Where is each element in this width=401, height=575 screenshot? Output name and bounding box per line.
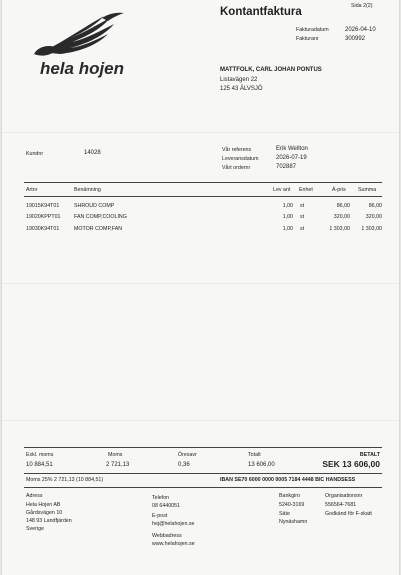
row-sum: 86,00 [368,203,382,209]
email-label: E-post [152,513,168,519]
totals-bottom-rule [24,473,382,474]
delivery-date: 2026-07-19 [276,155,307,161]
org-number-label: Organisationsnr [325,493,363,499]
totals-top-rule [24,447,382,448]
row-artnr: 19015K94T01 [26,203,60,209]
document-title: Kontantfaktura [220,6,302,18]
footer-rule [24,487,382,488]
row-artnr: 19020KPPT01 [26,214,61,220]
row-name: MOTOR COMP,FAN [74,226,123,232]
delivery-date-label: Leveransdatum [222,156,259,162]
excl-vat-amount: 10 884,51 [26,462,53,468]
order-number: 702887 [276,164,297,170]
row-sum: 1 303,00 [361,226,382,232]
invoice-date-label: Fakturadatum [296,27,329,33]
recipient-street: Listavägen 22 [220,77,258,83]
customer-number: 14028 [84,150,101,156]
table-top-rule [24,182,382,183]
paid-label: BETALT [359,452,380,458]
paper-fold [2,132,399,133]
address-line: Sverige [26,526,44,532]
paid-amount: SEK 13 606,00 [322,459,380,469]
seat: Nynäshamn [279,519,308,525]
row-unit: st [300,214,305,220]
row-price: 86,00 [336,203,350,209]
vat-summary: Moms 25% 2 721,13 (10 884,51) [26,477,104,483]
winged-logo-icon [24,10,140,80]
vat-label: Moms [108,452,123,458]
invoice-number: 300992 [345,36,366,42]
rounding-label: Öresavr [178,452,197,458]
excl-vat-label: Exkl. moms [26,452,54,458]
row-price: 320,00 [333,214,350,220]
row-price: 1 303,00 [329,226,350,232]
phone: 08 6440051 [152,503,180,509]
invoice-number-label: Fakturanr [296,36,319,42]
website: www.helahojen.se [152,541,195,547]
our-reference-label: Vår referens [222,147,252,153]
page-number: Sida 2(2) [351,3,373,9]
address-label: Adress [26,493,43,499]
col-header-sum: Summa [358,187,377,193]
row-name: SHROUD COMP [74,203,115,209]
address-line: 148 93 Landfjärden [26,518,72,524]
bankgiro-label: Bankgiro [279,493,300,499]
logo-wordmark: hela hojen [39,59,125,78]
table-header-rule [24,196,382,197]
address-line: Hela Hojen AB [26,502,61,508]
total-amount: 13 606,00 [248,462,275,468]
bankgiro: 5240-3169 [279,502,305,508]
col-header-qty: Lev ant [273,187,291,193]
row-qty: 1,00 [282,214,293,220]
row-artnr: 19030K94T01 [26,226,60,232]
invoice-date: 2026-04-10 [345,27,376,33]
row-name: FAN COMP,COOLING [74,214,127,220]
our-reference: Erik Wellton [276,146,308,152]
recipient-city: 125 43 ÄLVSJÖ [220,86,263,92]
customer-number-label: Kundnr [26,151,44,157]
email: hej@helahojen.se [152,521,195,527]
order-number-label: Vårt ordernr [222,165,251,171]
row-qty: 1,00 [282,226,293,232]
row-unit: st [300,203,305,209]
address-line: Gårdsvägen 10 [26,510,63,516]
paper-fold [2,283,399,284]
row-sum: 320,00 [365,214,382,220]
web-label: Webbadress [152,533,182,539]
seat-label: Säte [279,511,290,517]
col-header-artnr: Artnr [26,187,38,193]
org-number: 556564-7681 [325,502,357,508]
total-label: Totalt [248,452,261,458]
row-qty: 1,00 [282,203,293,209]
col-header-name: Benämning [74,187,101,193]
invoice-page [2,0,399,575]
row-unit: st [300,226,305,232]
col-header-unit: Enhet [299,187,313,193]
iban-line: IBAN SE70 6000 0000 0005 7184 4448 BIC HANDSESS [220,477,356,483]
vat-amount: 2 721,13 [106,462,130,468]
rounding-amount: 0,36 [178,462,190,468]
recipient-name: MATTFOLK, CARL JOHAN PONTUS [220,67,322,73]
col-header-price: Á-pris [332,187,346,193]
phone-label: Telefon [152,495,170,501]
ftax-approval: Godkänd för F-skatt [325,511,372,517]
paper-fold [2,420,399,421]
